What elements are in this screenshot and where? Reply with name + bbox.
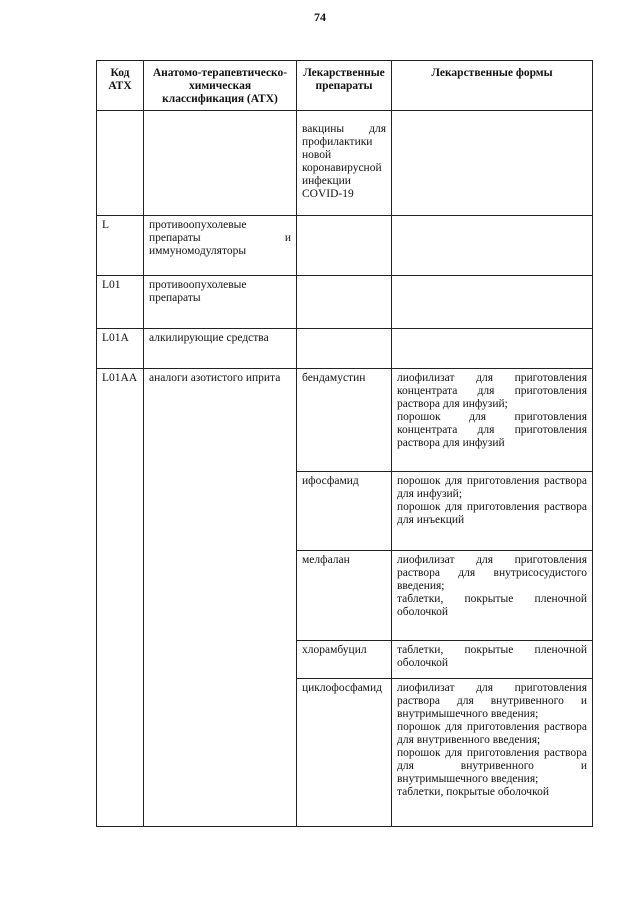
forms-cell	[392, 111, 593, 216]
form-item: лиофилизат для приготовления концентрата для приготовления раствора для инфузий;	[397, 372, 587, 410]
header-row	[97, 61, 593, 111]
forms-cell	[392, 216, 593, 276]
forms-cell	[392, 679, 593, 827]
table-row	[97, 369, 593, 472]
atc-class-cell: противоопухолевые препараты	[144, 276, 297, 329]
atc-class-cell: аналоги азотистого иприта	[144, 369, 297, 827]
atc-code-cell: L	[97, 216, 144, 276]
form-item: таблетки, покрытые оболочкой	[397, 786, 549, 798]
forms-cell	[392, 276, 593, 329]
form-item: порошок для приготовления концентрата для приготовления раствора для инфузий	[397, 411, 587, 449]
form-item: лиофилизат для приготовления раствора для внутривенного и внутримышечного введения;	[397, 682, 587, 720]
drug-cell	[297, 216, 392, 276]
table-row	[97, 216, 593, 276]
atc-code-cell: L01	[97, 276, 144, 329]
page-number: 74	[314, 10, 326, 24]
atc-table	[96, 60, 593, 827]
header-drugs: Лекарственные препараты	[297, 61, 392, 111]
header-classification: Анатомо-терапевтическо-химическая классификация (АТХ)	[144, 61, 297, 111]
table-row	[97, 276, 593, 329]
form-item: порошок для приготовления раствора для внутривенного введения;	[397, 721, 587, 746]
drug-cell: ифосфамид	[297, 472, 392, 551]
drug-cell	[297, 276, 392, 329]
forms-cell	[392, 641, 593, 679]
table-row	[97, 329, 593, 369]
table-row	[97, 111, 593, 216]
form-item: таблетки, покрытые пленочной оболочкой	[397, 644, 587, 669]
header-forms: Лекарственные формы	[392, 61, 593, 111]
drug-cell	[297, 329, 392, 369]
forms-cell	[392, 551, 593, 641]
forms-cell	[392, 329, 593, 369]
form-item: порошок для приготовления раствора для инфузий;	[397, 475, 587, 500]
atc-class-cell: алкилирующие средства	[144, 329, 297, 369]
drug-cell: циклофосфамид	[297, 679, 392, 827]
atc-code-cell	[97, 111, 144, 216]
drug-cell: мелфалан	[297, 551, 392, 641]
form-item: порошок для приготовления раствора для внутривенного и внутримышечного введения;	[397, 747, 587, 785]
drug-cell: хлорамбуцил	[297, 641, 392, 679]
drug-cell: бендамустин	[297, 369, 392, 472]
form-item: порошок для приготовления раствора для инъекций	[397, 501, 587, 526]
atc-class-cell	[144, 111, 297, 216]
atc-code-cell: L01A	[97, 329, 144, 369]
form-item: таблетки, покрытые пленочной оболочкой	[397, 593, 587, 618]
drug-cell: вакцины для профилактики новой коронавирусной инфекции COVID-19	[297, 111, 392, 216]
header-code: Код АТХ	[97, 61, 144, 111]
forms-cell	[392, 472, 593, 551]
atc-code-cell: L01AA	[97, 369, 144, 827]
form-item: лиофилизат для приготовления раствора для внутрисосудистого введения;	[397, 554, 587, 592]
forms-cell	[392, 369, 593, 472]
atc-class-cell: противоопухолевые препараты и иммуномодуляторы	[144, 216, 297, 276]
